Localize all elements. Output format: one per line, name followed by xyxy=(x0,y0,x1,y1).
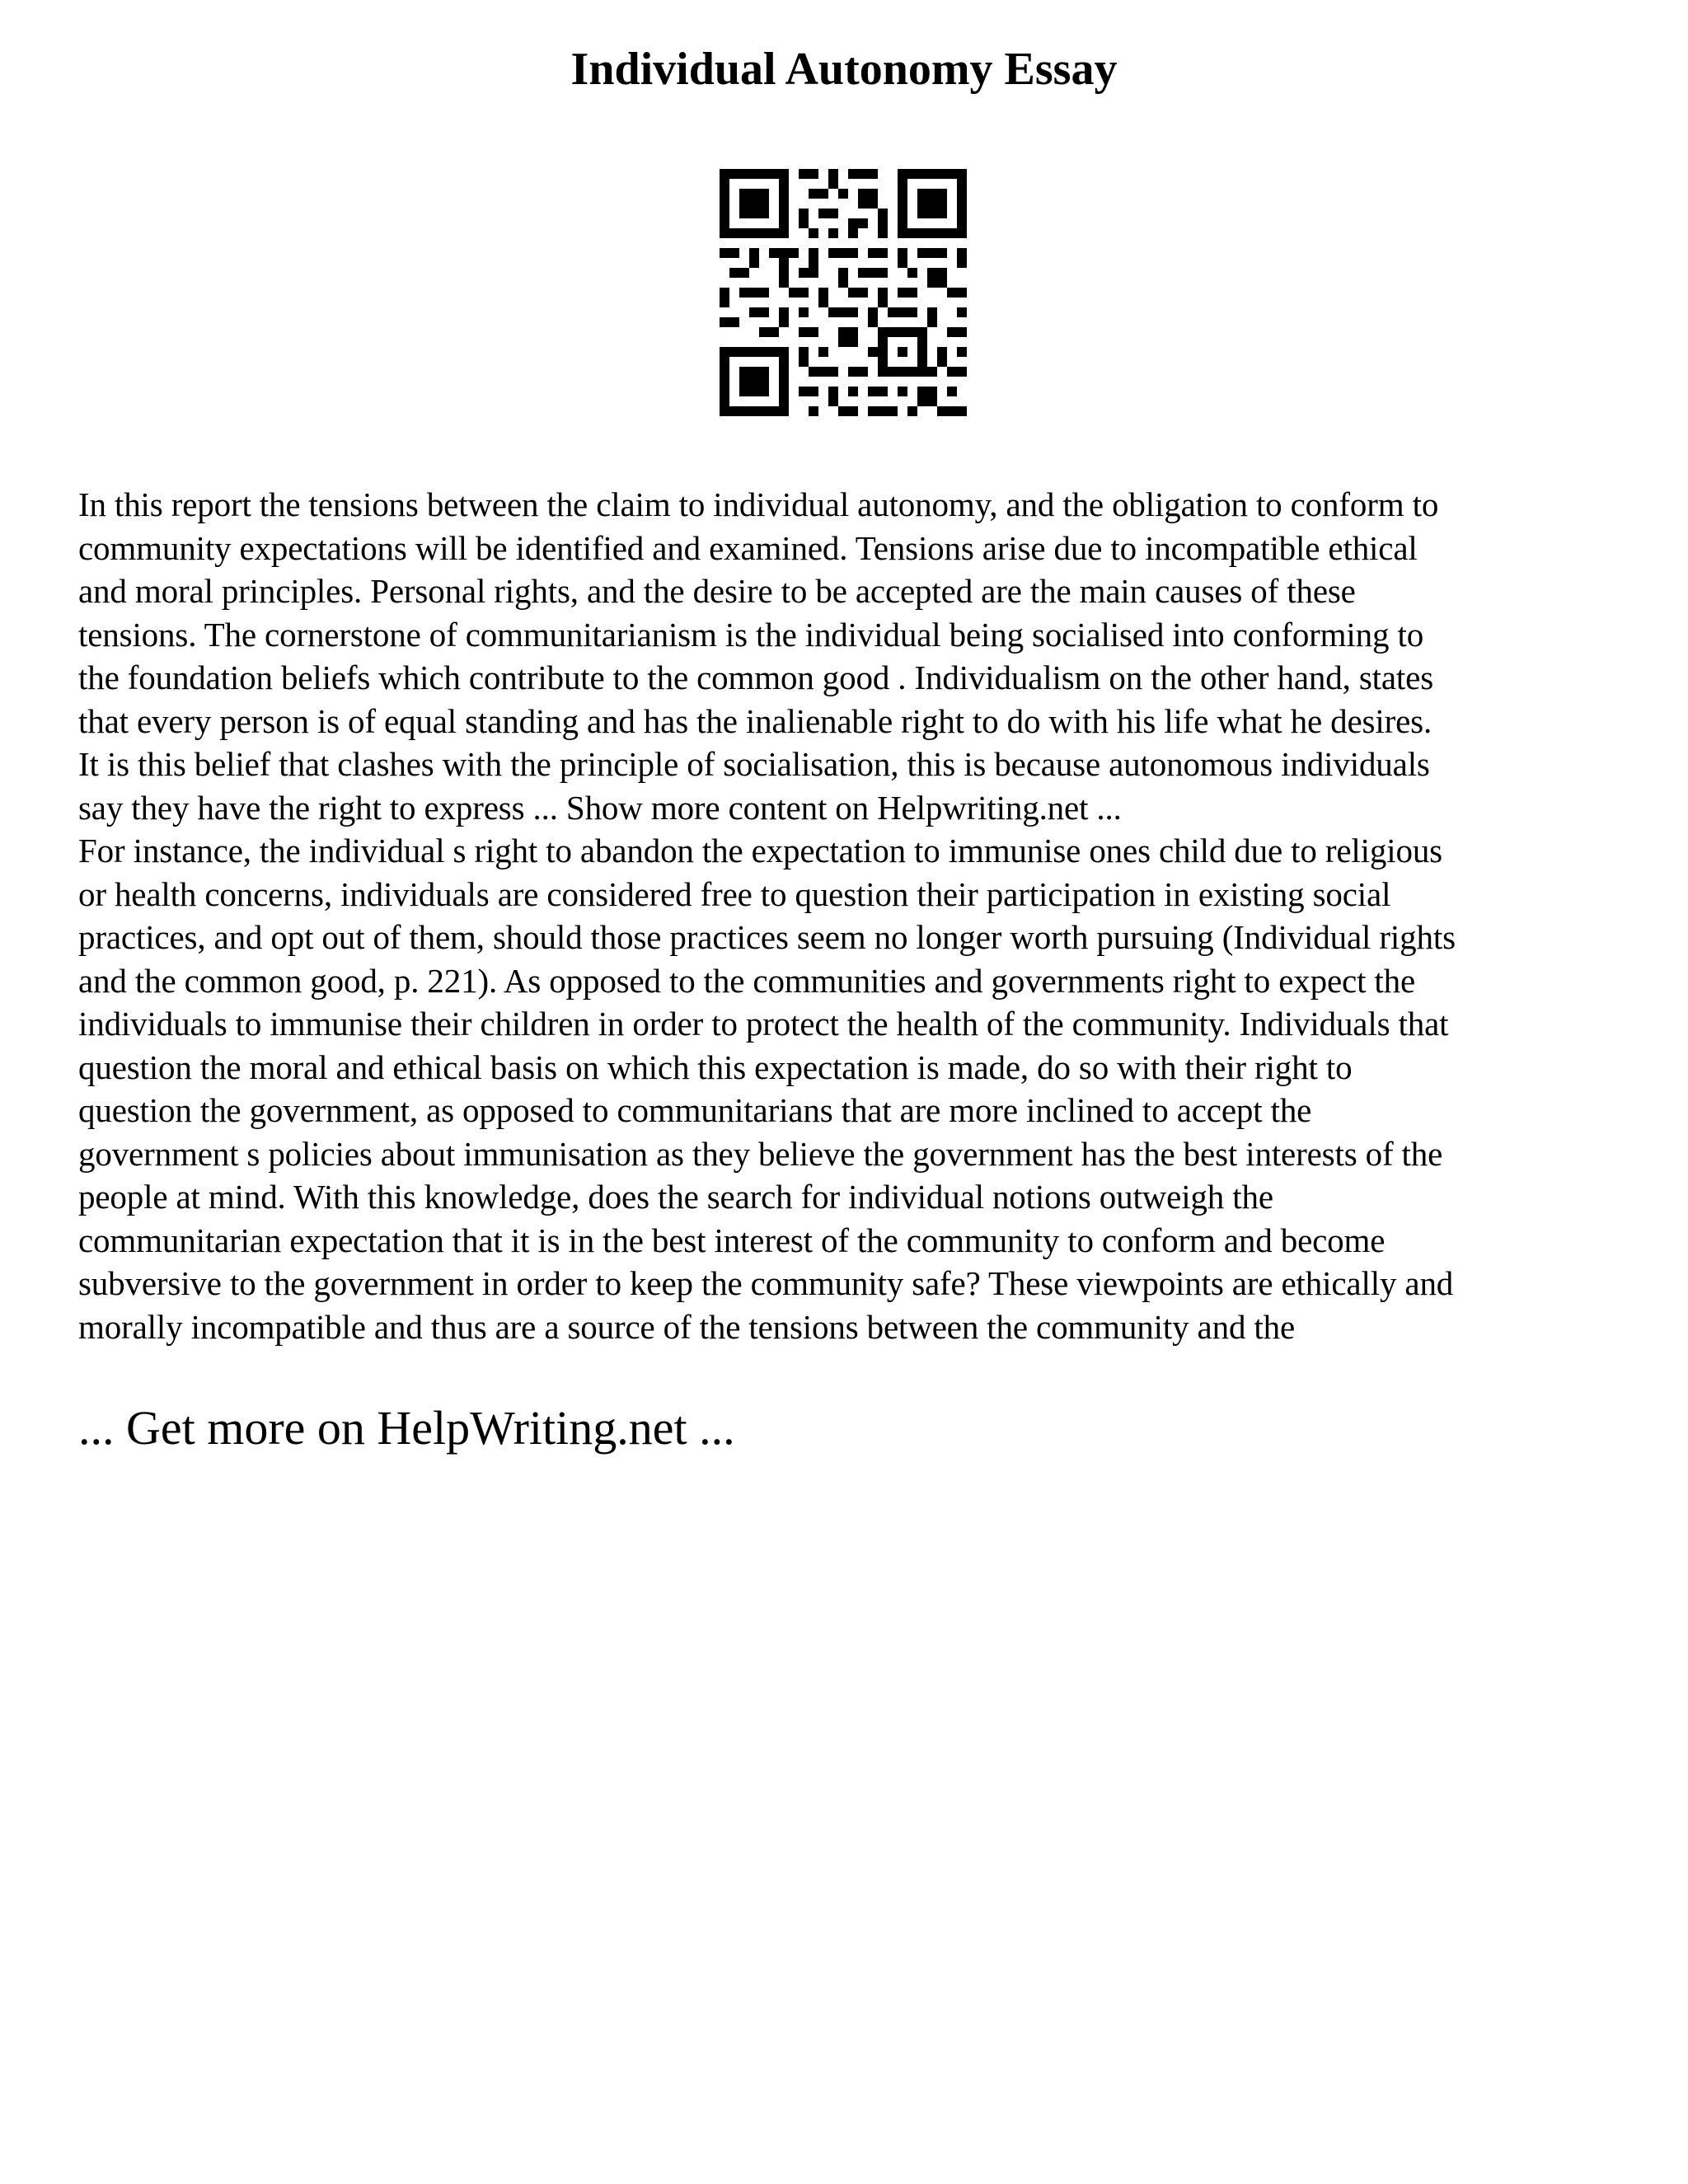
qr-code-icon xyxy=(720,169,967,416)
paragraph-line: tensions. The cornerstone of communitarianism is the individual being socialised into conforming to xyxy=(78,615,1424,654)
essay-excerpt xyxy=(78,483,1628,1348)
paragraph-line: say they have the right to express ... Show more content on Helpwriting.net ... xyxy=(78,788,1122,827)
paragraph-line: For instance, the individual s right to abandon the expectation to immunise ones child due to religious xyxy=(78,832,1442,869)
paragraph-line: and moral principles. Personal rights, and the desire to be accepted are the main causes of these xyxy=(78,572,1356,610)
paragraph-line: and the common good, p. 221). As opposed to the communities and governments right to expect the xyxy=(78,961,1416,1000)
paragraph-line: individuals to immunise their children in order to protect the health of the community. Individuals that xyxy=(78,1005,1449,1043)
paragraph-line: In this report the tensions between the claim to individual autonomy, and the obligation to conform to xyxy=(78,485,1439,523)
paragraph-line: that every person is of equal standing and has the inalienable right to do with his life what he desires. xyxy=(78,701,1432,740)
get-more-link[interactable]: ... Get more on HelpWriting.net ... xyxy=(78,1401,735,1455)
paragraph-line: subversive to the government in order to keep the community safe? These viewpoints are ethically and xyxy=(78,1264,1454,1302)
paragraph-line: people at mind. With this knowledge, does the search for individual notions outweigh the xyxy=(78,1178,1273,1216)
paragraph-line: government s policies about immunisation as they believe the government has the best interests of the xyxy=(78,1134,1443,1173)
paragraph-line: practices, and opt out of them, should those practices seem no longer worth pursuing (Individual rights xyxy=(78,918,1456,956)
paragraph-line: It is this belief that clashes with the principle of socialisation, this is because autonomous individuals xyxy=(78,745,1430,783)
paragraph-line: question the government, as opposed to communitarians that are more inclined to accept the xyxy=(78,1091,1312,1129)
paragraph-line: question the moral and ethical basis on which this expectation is made, do so with their right to xyxy=(78,1047,1353,1086)
paragraph-line: community expectations will be identified and examined. Tensions arise due to incompatible ethical xyxy=(78,528,1418,567)
page-title: Individual Autonomy Essay xyxy=(570,44,1118,95)
paragraph-line: morally incompatible and thus are a source of the tensions between the community and the xyxy=(78,1307,1296,1346)
paragraph-line: communitarian expectation that it is in the best interest of the community to conform and become xyxy=(78,1221,1386,1259)
paragraph-line: the foundation beliefs which contribute to the common good . Individualism on the other hand, states xyxy=(78,658,1434,696)
paragraph-line: or health concerns, individuals are considered free to question their participation in existing social xyxy=(78,874,1391,913)
